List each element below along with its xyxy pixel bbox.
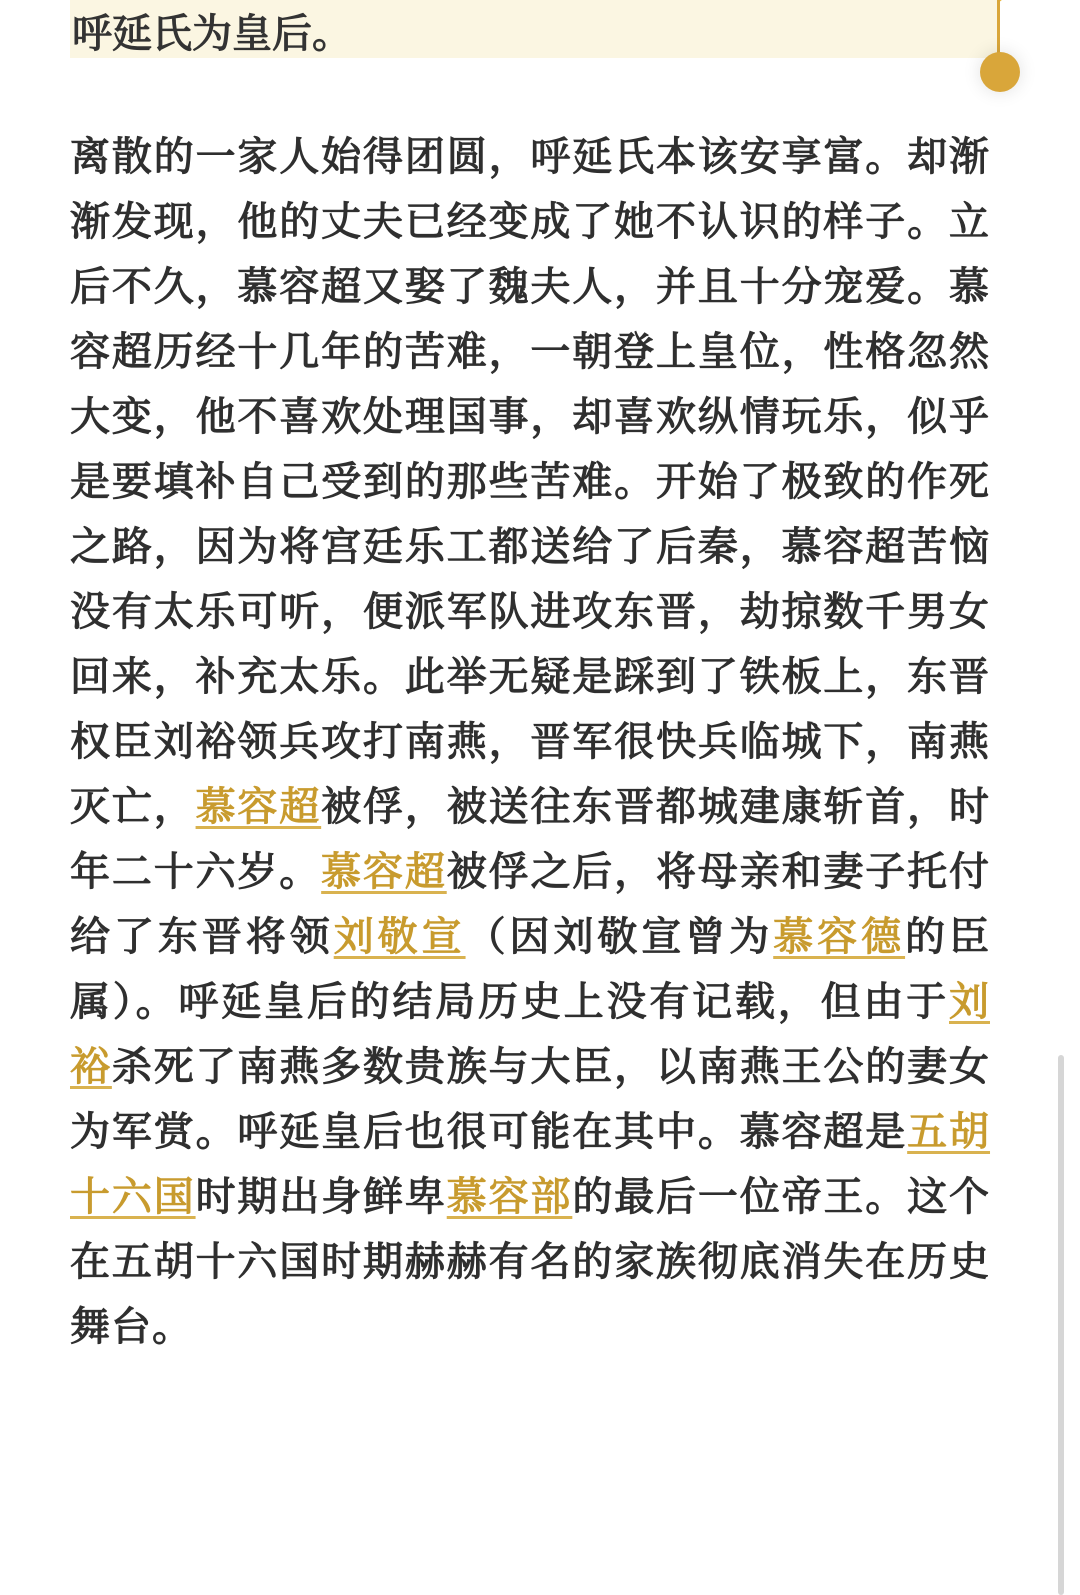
article-text: （因刘敬宣曾为 — [465, 914, 774, 960]
quote-marker-dot — [980, 52, 1020, 92]
scrollbar[interactable] — [1058, 1055, 1064, 1595]
link-liu-yu[interactable]: 刘裕 — [70, 979, 990, 1090]
link-murong-de[interactable]: 慕容德 — [773, 914, 906, 960]
link-murong-chao[interactable]: 慕容超 — [195, 784, 322, 830]
article-text: 的最后一位帝王。这个在五胡十六国时期赫赫有名的家族彻底消失在历史舞台。 — [70, 1174, 991, 1350]
article-text: 离散的一家人始得团圆，呼延氏本该安享富。却渐渐发现，他的丈夫已经变成了她不认识的样子。立后不久，慕容超又娶了魏夫人，并且十分宠爱。慕容超历经十几年的苦难，一朝登上皇位，性格忽然大变，他不喜欢处理国事，却喜欢纵情玩乐，似乎是要填补自己受到的那些苦难。开始了极致的作死之路，因为将宫廷乐工都送给了后秦，慕容超苦恼没有太乐可听，便派军队进攻东晋，劫掠数千男女回来，补充太乐。此举无疑是踩到了铁板上，东晋权臣刘裕领兵攻打南燕，晋军很快兵临城下，南燕灭亡， — [70, 134, 990, 830]
link-liu-jingxuan[interactable]: 刘敬宣 — [333, 914, 466, 960]
link-five-barbarians[interactable]: 五胡十六国 — [70, 1109, 991, 1220]
article-text: 时期出身鲜卑 — [195, 1174, 447, 1220]
article-text: 被俘，被送往东晋都城建康斩首，时年二十六岁。 — [70, 784, 991, 895]
article-text: 被俘之后，将母亲和妻子托付给了东晋将领 — [70, 849, 991, 960]
quote-block — [70, 0, 1000, 58]
link-murong-chao[interactable]: 慕容超 — [321, 849, 447, 895]
article-body — [70, 125, 990, 1360]
article-text: 杀死了南燕多数贵族与大臣，以南燕王公的妻女为军赏。呼延皇后也很可能在其中。慕容超是 — [70, 1044, 991, 1155]
quote-text: 呼延氏为皇后。 — [72, 11, 352, 57]
article-text: 的臣属）。呼延皇后的结局历史上没有记载，但由于 — [70, 914, 991, 1025]
link-murong-clan[interactable]: 慕容部 — [446, 1174, 573, 1220]
